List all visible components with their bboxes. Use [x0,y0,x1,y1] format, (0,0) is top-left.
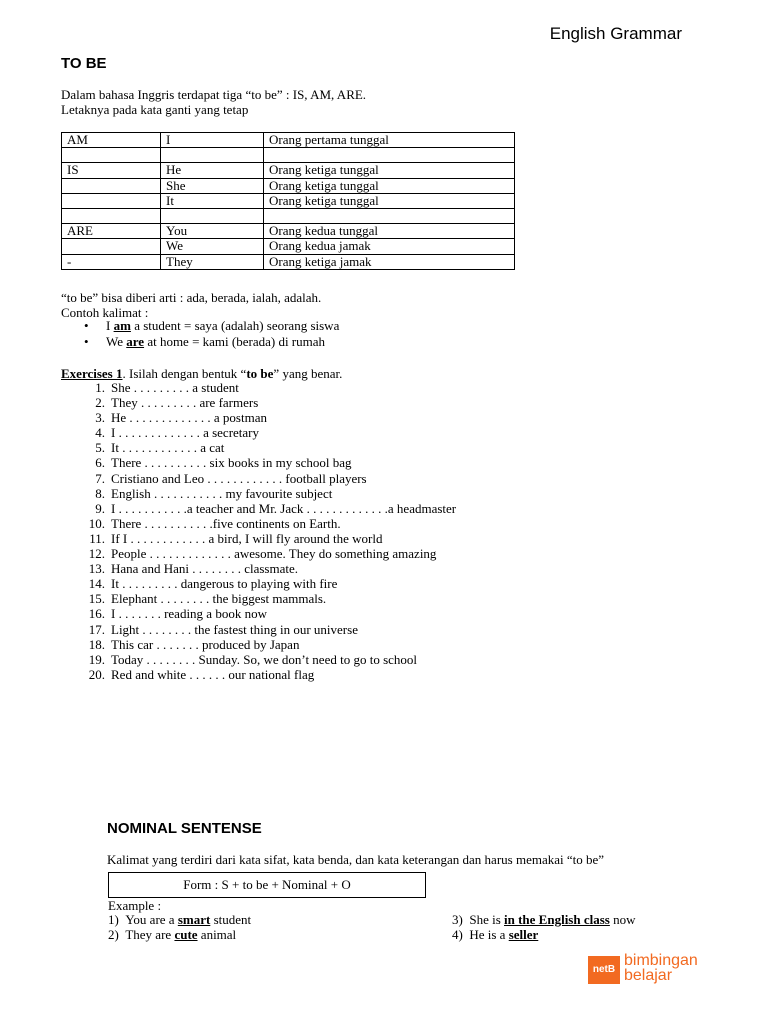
pronoun-cell: You [161,224,264,239]
exercise-item [80,531,456,546]
example-text: We [106,334,127,349]
example-keyword: am [113,318,131,333]
exercise-text: They . . . . . . . . . are farmers [111,395,259,411]
example-keyword: smart [177,912,211,927]
example-number: 4) [452,927,463,942]
exercise-number: 20. [88,666,105,682]
example-label: Contoh kalimat : [61,305,149,320]
nominal-example [108,912,251,928]
to-be-table-row [62,163,515,178]
exercise-list [80,380,456,682]
description-cell: Orang ketiga tunggal [264,163,515,178]
intro-line-2: Letaknya pada kata ganti yang tetap [61,102,249,117]
exercise-instr-text: ” yang benar. [273,366,343,381]
exercise-number: 12. [88,546,105,562]
exercise-text: He . . . . . . . . . . . . . a postman [111,410,267,426]
description-cell: Orang kedua tunggal [264,224,515,239]
to-be-cell [62,208,161,223]
example-keyword: in the English class [504,912,610,927]
to-be-cell [62,193,161,208]
exercise-number: 17. [88,621,105,637]
logo-line-1: bimbingan [624,952,698,969]
exercise-item [80,606,456,621]
pronoun-cell [161,208,264,223]
pronoun-cell [161,148,264,163]
exercise-text: I . . . . . . . . . . . . . a secretary [111,425,260,441]
exercise-item [80,637,456,652]
exercise-number: 6. [95,455,105,471]
description-cell: Orang kedua jamak [264,239,515,254]
pronoun-cell: They [161,254,264,269]
nominal-example [108,927,236,943]
exercise-text: Cristiano and Leo . . . . . . . . . . . . football players [111,470,367,486]
exercise-number: 9. [95,500,105,516]
exercise-number: 16. [88,606,105,622]
exercise-text: There . . . . . . . . . . .five continents on Earth. [111,515,341,531]
to-be-cell: ARE [62,224,161,239]
example-keyword: seller [508,927,539,942]
exercise-item [80,516,456,531]
to-be-meaning: “to be” bisa diberi arti : ada, berada, ialah, adalah. [61,290,322,305]
exercise-text: People . . . . . . . . . . . . . awesome. They do something amazing [111,546,437,562]
exercise-instr-keyword: to be [246,366,274,381]
exercise-item [80,380,456,395]
nominal-example [452,912,636,928]
exercise-number: 10. [88,515,105,531]
logo-badge: netB [588,956,620,984]
document-header-title: English Grammar [549,24,682,43]
example-text: animal [197,927,237,942]
example-text: She is [469,912,505,927]
exercise-item [80,395,456,410]
exercise-item [80,667,456,682]
example-text: a student = saya (adalah) seorang siswa [130,318,340,333]
exercise-number: 3. [95,410,105,426]
formula-box: Form : S + to be + Nominal + O [108,872,426,898]
pronoun-cell: She [161,178,264,193]
bullet-icon: • [84,318,89,333]
example-number: 3) [452,912,463,927]
section-heading-to-be: TO BE [61,55,107,72]
exercise-item [80,576,456,591]
exercise-item [80,486,456,501]
logo-line-2: belajar [624,967,673,984]
example-number: 1) [108,912,119,927]
example-item [84,334,339,350]
exercise-number: 5. [95,440,105,456]
exercise-number: 14. [88,576,105,592]
description-cell: Orang ketiga jamak [264,254,515,269]
pronoun-cell: He [161,163,264,178]
pronoun-cell: It [161,193,264,208]
exercise-text: Hana and Hani . . . . . . . . classmate. [111,561,299,577]
exercise-number: 18. [88,636,105,652]
description-cell: Orang ketiga tunggal [264,178,515,193]
nominal-description: Kalimat yang terdiri dari kata sifat, kata benda, dan kata keterangan dan harus memakai “to be” [107,852,605,867]
description-cell [264,148,515,163]
exercise-item [80,501,456,516]
example-text: They are [125,927,175,942]
exercise-text: She . . . . . . . . . a student [111,380,239,395]
example-text: You are a [125,912,178,927]
to-be-table-row [62,193,515,208]
exercise-number: 15. [88,591,105,607]
exercise-text: Red and white . . . . . . our national flag [111,666,315,682]
example-text: student [210,912,252,927]
example-text: now [609,912,636,927]
exercise-item [80,546,456,561]
exercise-item [80,455,456,470]
example-number: 2) [108,927,119,942]
to-be-cell [62,148,161,163]
pronoun-cell: I [161,133,264,148]
exercise-item [80,591,456,606]
exercise-text: It . . . . . . . . . dangerous to playing with fire [111,576,338,592]
exercise-item [80,410,456,425]
exercise-number: 13. [88,561,105,577]
exercise-number: 8. [95,485,105,501]
example-item [84,318,340,334]
exercise-item [80,561,456,576]
section-heading-nominal: NOMINAL SENTENSE [107,820,262,837]
example-text: at home = kami (berada) di rumah [144,334,326,349]
intro-line-1: Dalam bahasa Inggris terdapat tiga “to be” : IS, AM, ARE. [61,87,367,102]
exercise-item [80,425,456,440]
description-cell [264,208,515,223]
exercise-number: 4. [95,425,105,441]
exercise-text: There . . . . . . . . . . six books in my school bag [111,455,352,471]
to-be-table-row [62,133,515,148]
exercise-number: 11. [89,530,105,546]
exercise-number: 2. [95,395,105,411]
to-be-table-row [62,254,515,269]
exercise-text: Today . . . . . . . . Sunday. So, we don’t need to go to school [111,651,418,667]
to-be-cell [62,239,161,254]
to-be-table-row [62,224,515,239]
nominal-example-label: Example : [108,898,162,913]
to-be-table-row [62,178,515,193]
to-be-table-row [62,239,515,254]
description-cell: Orang ketiga tunggal [264,193,515,208]
exercise-text: I . . . . . . . reading a book now [111,606,267,622]
to-be-table-row [62,208,515,223]
exercise-number: 7. [95,470,105,486]
to-be-table-row [62,148,515,163]
exercise-item [80,440,456,455]
exercise-item [80,622,456,637]
to-be-cell: - [62,254,161,269]
exercise-text: English . . . . . . . . . . . my favourite subject [111,485,333,501]
to-be-cell: IS [62,163,161,178]
exercise-text: If I . . . . . . . . . . . . a bird, I will fly around the world [111,530,383,546]
exercise-number: 1. [95,380,105,395]
to-be-cell: AM [62,133,161,148]
description-cell: Orang pertama tunggal [264,133,515,148]
exercise-text: I . . . . . . . . . . .a teacher and Mr. Jack . . . . . . . . . . . . .a headmaster [111,500,457,516]
exercise-number: 19. [88,651,105,667]
exercise-item [80,652,456,667]
nominal-example [452,927,538,943]
logo-wordmark [624,953,698,983]
example-list [84,318,340,350]
exercise-text: Elephant . . . . . . . . the biggest mammals. [111,591,327,607]
exercise-text: This car . . . . . . . produced by Japan [111,636,300,652]
example-keyword: are [126,334,145,349]
exercise-item [80,471,456,486]
to-be-table [61,132,515,270]
exercise-label: Exercises 1 [61,366,123,381]
bullet-icon: • [84,334,89,349]
exercise-text: It . . . . . . . . . . . . a cat [111,440,225,456]
example-text: I [106,318,114,333]
exercise-text: Light . . . . . . . . the fastest thing in our universe [111,621,358,637]
example-text: He is a [469,927,509,942]
pronoun-cell: We [161,239,264,254]
example-keyword: cute [174,927,198,942]
exercise-instr-text: . Isilah dengan bentuk “ [122,366,247,381]
to-be-cell [62,178,161,193]
